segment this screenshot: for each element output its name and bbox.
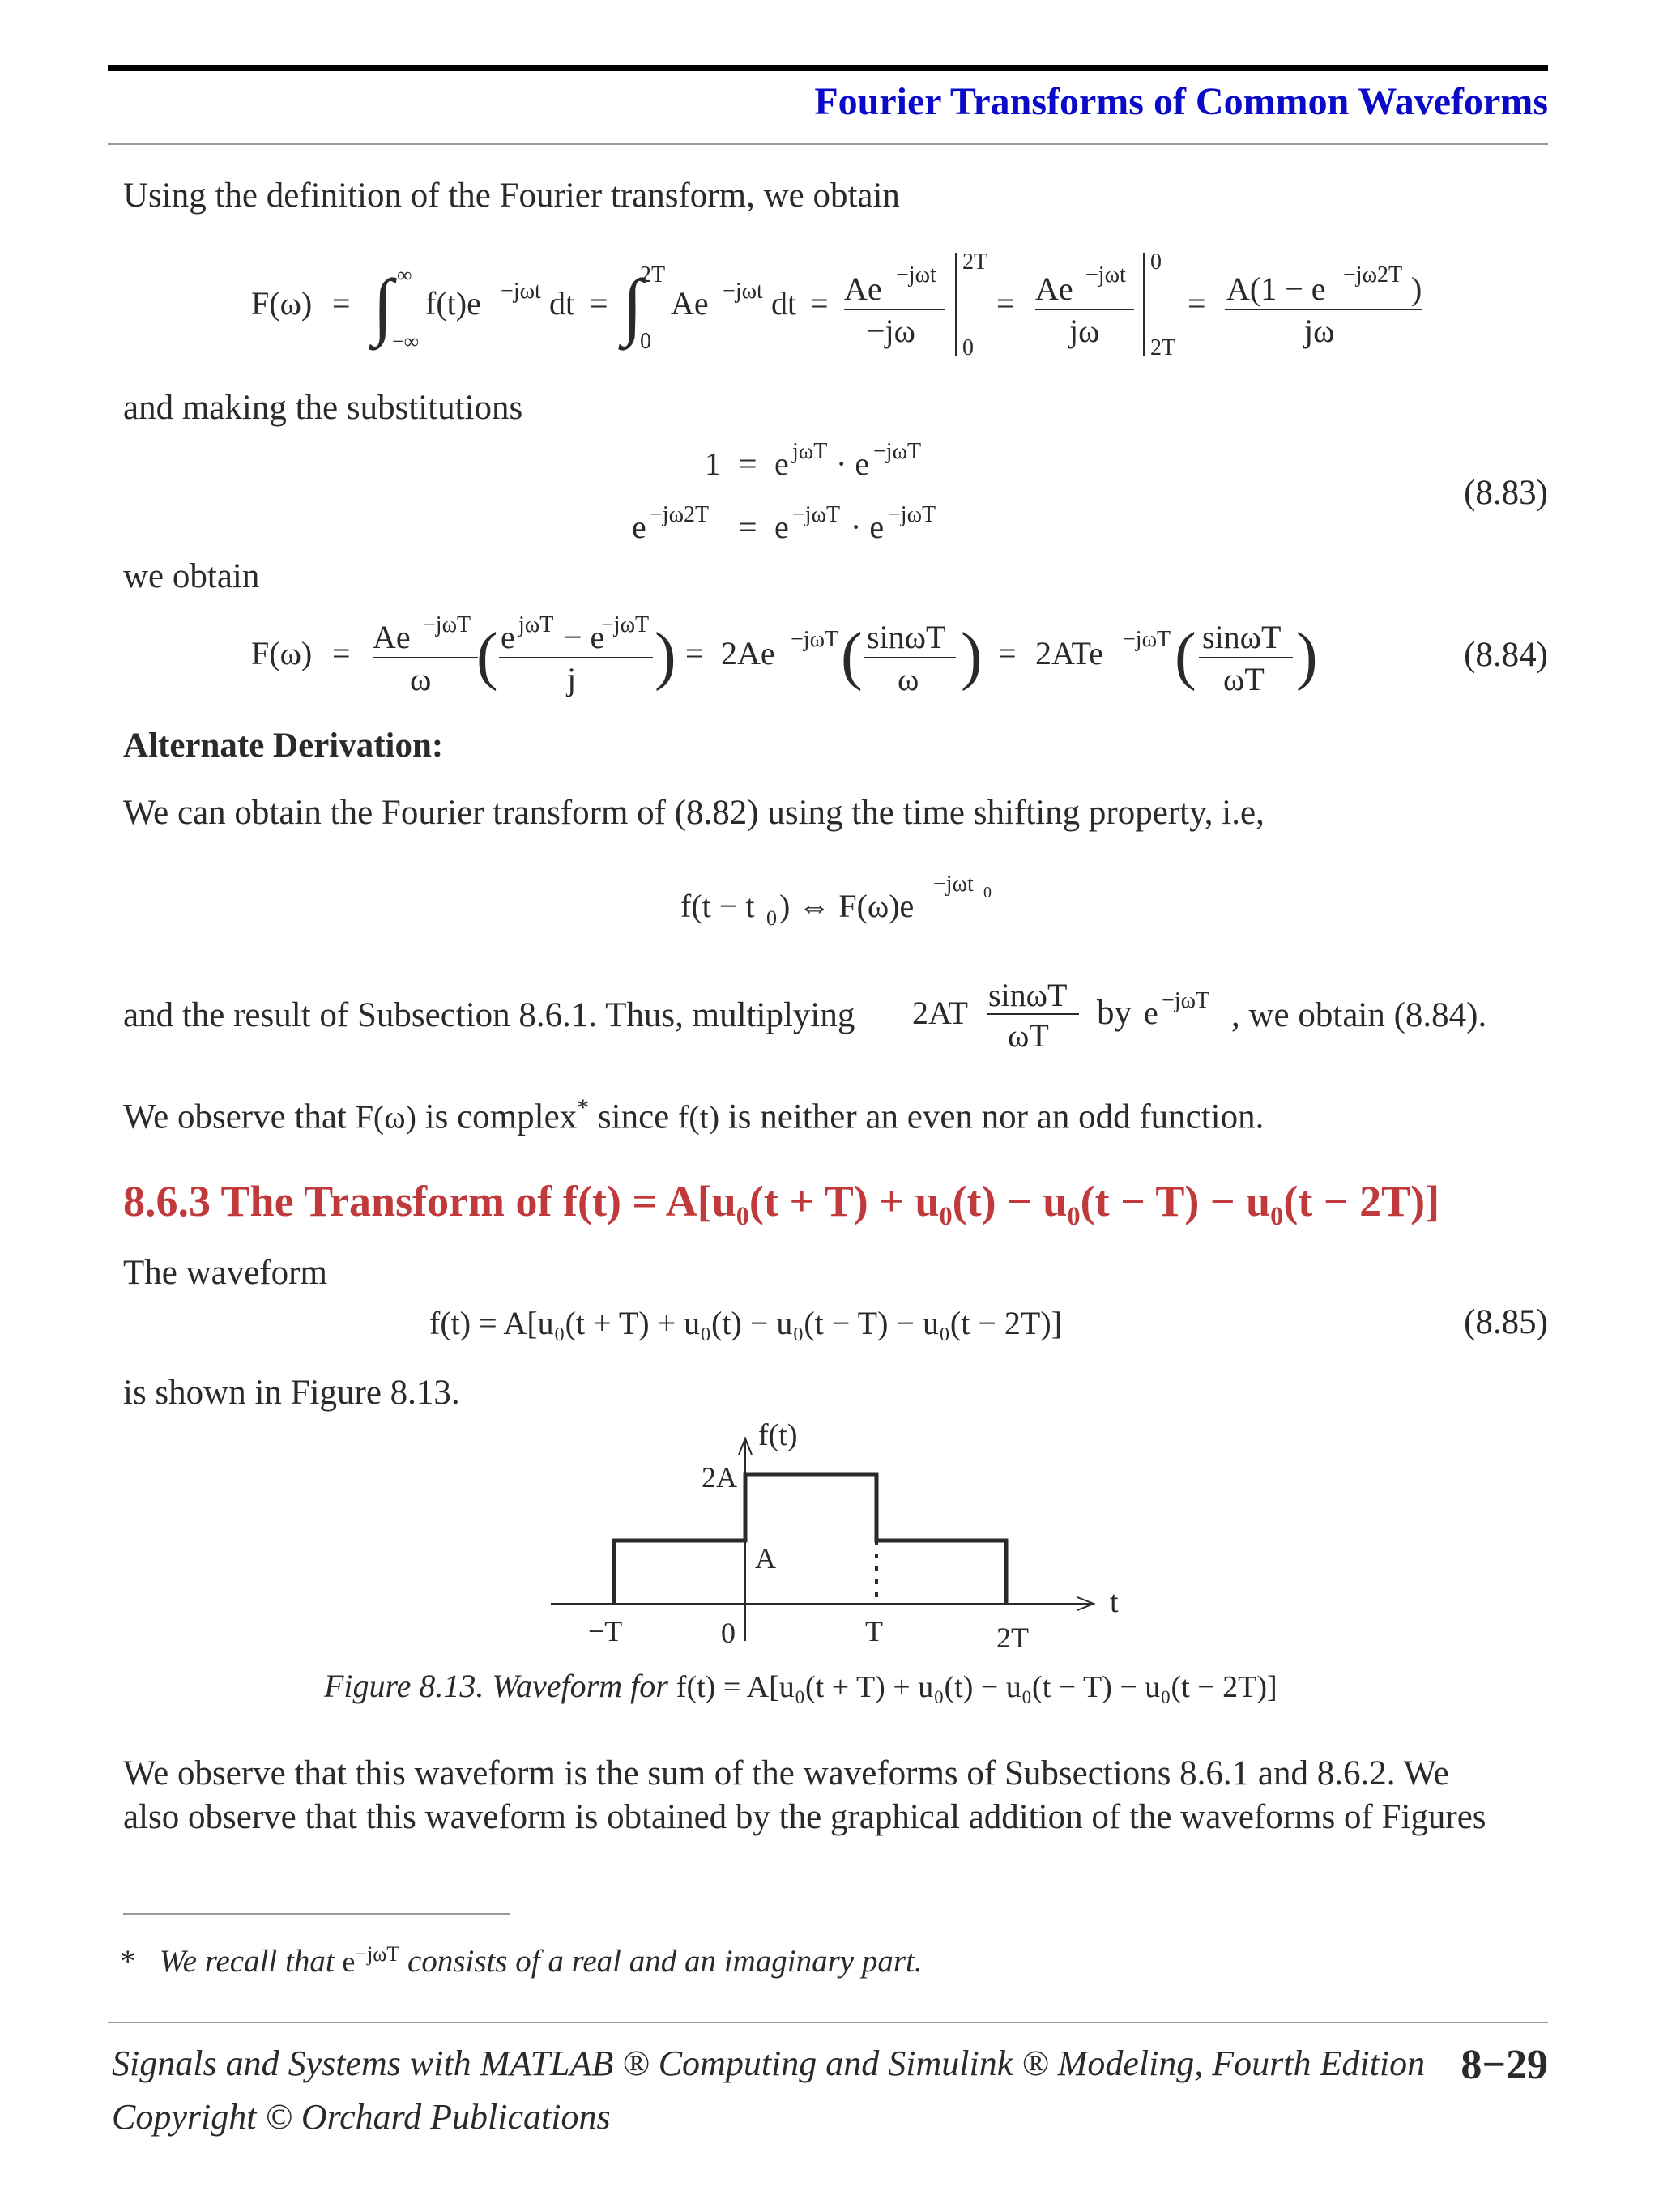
equation-number-8-85: (8.85): [1464, 1303, 1548, 1341]
svg-text:e: e: [774, 509, 789, 545]
svg-text:f(t)e: f(t)e: [425, 285, 481, 322]
svg-text:−jωT: −jωT: [1162, 988, 1210, 1013]
header-rule: [108, 143, 1548, 145]
footnote-text-a: We recall that: [159, 1944, 335, 1979]
svg-text:−jωT: −jωT: [601, 612, 650, 637]
y-axis-label: f(t): [758, 1418, 798, 1452]
svg-text:=: =: [739, 445, 757, 482]
svg-text:f(t − t: f(t − t: [680, 888, 755, 924]
paragraph-multiplying-text-a: and the result of Subsection 8.6.1. Thus, multiplying: [123, 996, 855, 1034]
svg-text:dt: dt: [549, 285, 575, 322]
running-header: Fourier Transforms of Common Waveforms: [814, 80, 1548, 123]
footer-rule: [108, 2022, 1548, 2023]
svg-text:): ): [655, 620, 676, 692]
svg-text:e: e: [774, 445, 789, 482]
svg-text:F(ω): F(ω): [251, 285, 313, 322]
footer-book-title: Signals and Systems with MATLAB ® Computing and Simulink ® Modeling, Fourth Edition: [112, 2044, 1426, 2083]
page-number: 8−29: [1461, 2042, 1548, 2088]
svg-text:2Ae: 2Ae: [721, 635, 775, 671]
svg-text:−jωt: −jωt: [933, 872, 974, 897]
figure-caption: [324, 1667, 1277, 1705]
paragraph-complex: [123, 1085, 1264, 1140]
equation-time-shift: [672, 859, 1029, 940]
svg-text:(: (: [1175, 620, 1196, 692]
svg-text:−jω2T: −jω2T: [1343, 262, 1403, 288]
svg-text:1: 1: [705, 445, 721, 482]
footnote: * We recall that $e^{-j\omega T}$ consists of a real and an imaginary part.: [120, 1942, 923, 1979]
svg-text:−jωt: −jωt: [896, 262, 936, 288]
equation-8-85: f(t) = A[u₀(t + T) + u₀(t) − u₀(t − T) − u₀(t − 2T)]: [429, 1305, 1062, 1341]
svg-text:−jωt: −jωt: [723, 279, 763, 304]
paragraph-shown-in-figure: is shown in Figure 8.13.: [123, 1374, 460, 1412]
inline-f-t: f(t): [678, 1098, 720, 1136]
svg-text:j: j: [567, 661, 577, 697]
svg-text:=: =: [685, 635, 704, 671]
section-heading-8-6-3: 8.6.3 The Transform of f(t) = A[u₀(t + T) + u₀(t) − u₀(t − T) − u₀(t − 2T)]: [123, 1177, 1440, 1225]
alternate-derivation-heading: Alternate Derivation:: [123, 727, 444, 765]
svg-text:e: e: [1144, 995, 1158, 1031]
paragraph-time-shifting: We can obtain the Fourier transform of (8.82) using the time shifting property, i.e,: [123, 794, 1265, 832]
inline-by: by: [1097, 994, 1132, 1032]
svg-text:ωT: ωT: [1223, 661, 1265, 697]
figure-8-13-waveform: [543, 1418, 1142, 1673]
paragraph-sum-line-1: We observe that this waveform is the sum of the waveforms of Subsections 8.6.1 and 8.6.2. We: [123, 1754, 1449, 1792]
svg-text:0: 0: [640, 329, 651, 354]
svg-text:2T: 2T: [962, 249, 988, 275]
footnote-text-b: consists of a real and an imaginary part.: [407, 1944, 923, 1979]
equation-number-8-83: (8.83): [1464, 474, 1548, 512]
top-rule: [108, 65, 1548, 71]
equation-number-8-84: (8.84): [1464, 636, 1548, 674]
svg-text:): ): [1411, 271, 1422, 307]
svg-text:∫: ∫: [373, 264, 394, 347]
svg-text:ω: ω: [410, 661, 432, 697]
svg-text:· e: · e: [836, 445, 870, 482]
paragraph-multiplying: [123, 993, 855, 1038]
svg-text:− e: − e: [564, 619, 605, 655]
svg-text:∫: ∫: [622, 264, 643, 347]
svg-text:sinωT: sinωT: [867, 619, 946, 655]
svg-text:=: =: [996, 285, 1015, 322]
equation-8-83: [616, 434, 988, 556]
svg-text:) ⇔ F(ω)e: ) ⇔ F(ω)e: [779, 888, 915, 924]
svg-text:=: =: [739, 509, 757, 545]
waveform-trace: [614, 1474, 1006, 1604]
svg-text:A(1 − e: A(1 − e: [1226, 271, 1326, 307]
svg-text:jωT: jωT: [518, 612, 554, 637]
paragraph-we-obtain: we obtain: [123, 557, 260, 595]
svg-text:−jωT: −jωT: [423, 612, 471, 637]
level-label-A: A: [755, 1542, 776, 1575]
svg-text:=: =: [998, 635, 1017, 671]
svg-text:Ae: Ae: [671, 285, 709, 322]
svg-text:dt: dt: [771, 285, 797, 322]
svg-text:2ATe: 2ATe: [1035, 635, 1103, 671]
level-label-2A: 2A: [702, 1461, 737, 1494]
inline-2AT: 2AT: [912, 995, 968, 1031]
tick-label-0: 0: [721, 1617, 736, 1649]
svg-text:e: e: [501, 619, 515, 655]
paragraph-the-waveform: The waveform: [123, 1254, 327, 1292]
svg-text:· e: · e: [851, 509, 885, 545]
svg-text:−jωt: −jωt: [501, 279, 541, 304]
svg-text:0: 0: [983, 884, 992, 901]
tick-label-T: T: [865, 1615, 883, 1647]
svg-text:jω: jω: [1069, 313, 1100, 349]
svg-text:∞: ∞: [397, 263, 412, 287]
svg-text:−jωT: −jωT: [888, 502, 936, 527]
x-axis-label: t: [1110, 1585, 1119, 1619]
svg-text:Ae: Ae: [844, 271, 882, 307]
svg-text:): ): [1296, 620, 1318, 692]
equation-8-84: [243, 599, 1377, 713]
svg-text:0: 0: [1150, 249, 1162, 275]
svg-text:=: =: [1188, 285, 1206, 322]
svg-text:jω: jω: [1304, 313, 1335, 349]
svg-text:2T: 2T: [1150, 335, 1176, 360]
paragraph-sum-line-2: also observe that this waveform is obtained by the graphical addition of the waveforms of Figures: [123, 1798, 1486, 1836]
inline-frac-num: sinωT: [988, 977, 1068, 1013]
paragraph-complex-b: is complex: [424, 1097, 578, 1136]
svg-text:−jω2T: −jω2T: [650, 502, 710, 527]
svg-text:Ae: Ae: [1035, 271, 1073, 307]
inline-F-omega: F(ω): [355, 1098, 416, 1136]
svg-text:=: =: [810, 285, 829, 322]
svg-text:=: =: [332, 635, 351, 671]
paragraph-intro: Using the definition of the Fourier transform, we obtain: [123, 177, 900, 215]
svg-text:−jωT: −jωT: [1123, 627, 1171, 652]
svg-text:e: e: [632, 509, 646, 545]
inline-frac-den: ωT: [1008, 1017, 1049, 1054]
svg-text:jωT: jωT: [792, 439, 828, 464]
equation-fourier-definition: [243, 235, 1458, 373]
footer-copyright: Copyright © Orchard Publications: [112, 2097, 611, 2137]
tick-label-neg-T: −T: [588, 1615, 623, 1647]
svg-text:(: (: [476, 620, 498, 692]
figure-caption-prefix: Figure 8.13. Waveform for: [324, 1668, 668, 1704]
paragraph-multiplying-text-c: , we obtain (8.84).: [1231, 996, 1487, 1034]
paragraph-substitutions: and making the substitutions: [123, 389, 523, 427]
svg-text:(: (: [841, 620, 863, 692]
footnote-reference[interactable]: *: [577, 1094, 590, 1121]
svg-text:Ae: Ae: [373, 619, 411, 655]
svg-text:F(ω): F(ω): [251, 635, 313, 671]
svg-text:0: 0: [962, 335, 974, 360]
footnote-rule: [123, 1913, 510, 1915]
paragraph-complex-a: We observe that: [123, 1097, 347, 1136]
figure-caption-formula: f(t) = A[u₀(t + T) + u₀(t) − u₀(t − T) − u₀(t − 2T)]: [676, 1670, 1277, 1704]
svg-text:=: =: [590, 285, 608, 322]
svg-text:−∞: −∞: [392, 330, 420, 353]
svg-text:2T: 2T: [640, 262, 666, 288]
svg-text:): ): [961, 620, 983, 692]
svg-text:ω: ω: [898, 661, 919, 697]
svg-text:−jωT: −jωT: [873, 439, 922, 464]
svg-text:=: =: [332, 285, 351, 322]
paragraph-complex-d: is neither an even nor an odd function.: [727, 1097, 1265, 1136]
svg-text:−jωT: −jωT: [791, 627, 839, 652]
footnote-marker: *: [120, 1944, 136, 1979]
svg-text:−jωT: −jωT: [792, 502, 841, 527]
svg-text:0: 0: [766, 906, 777, 930]
tick-label-2T: 2T: [996, 1622, 1029, 1654]
paragraph-complex-c: since: [597, 1097, 670, 1136]
svg-text:−jω: −jω: [867, 313, 915, 349]
svg-text:sinωT: sinωT: [1202, 619, 1282, 655]
svg-text:−jωt: −jωt: [1085, 262, 1126, 288]
